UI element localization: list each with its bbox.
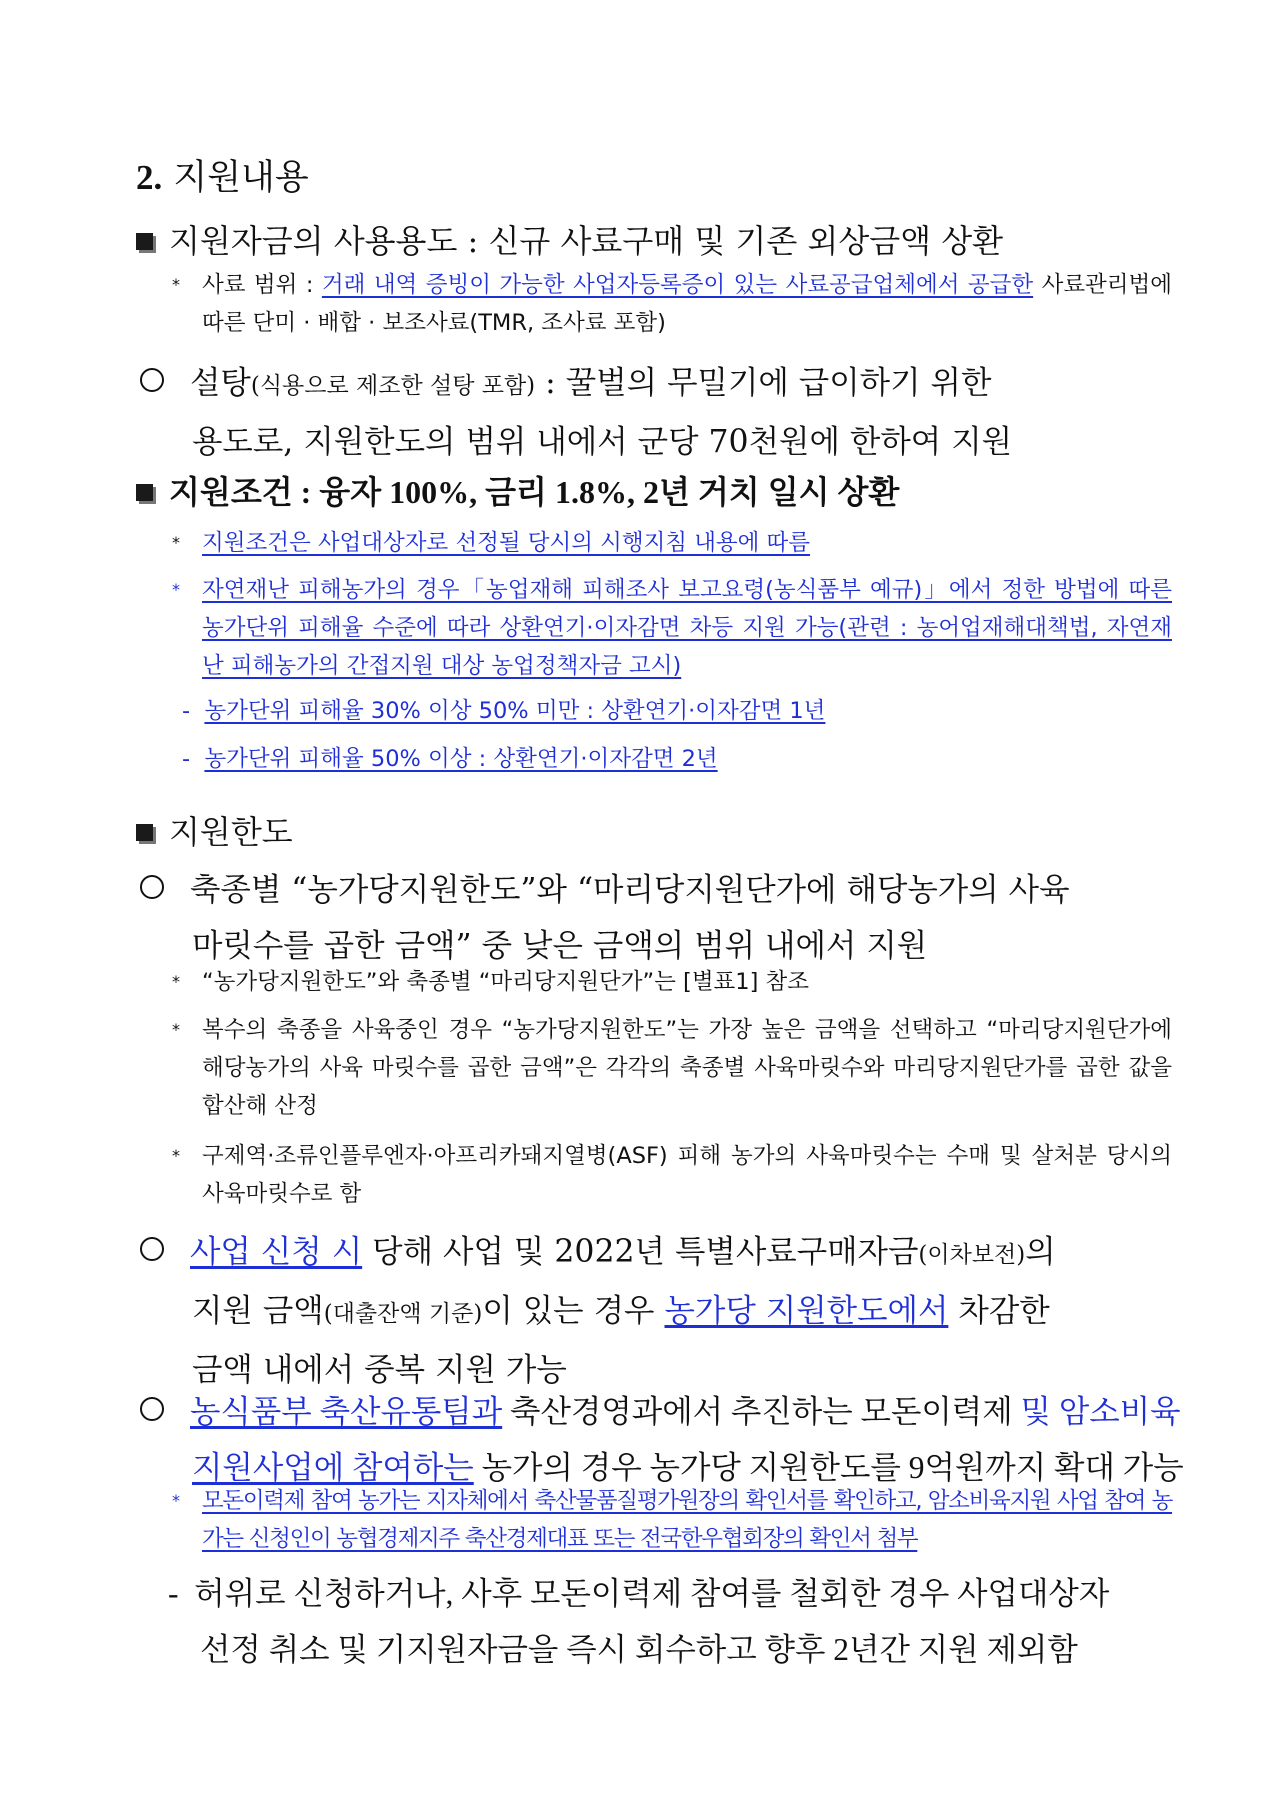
note-suffix: 사료관리법에 따른 단미 · 배합 · 보조사료(TMR, 조사료 포함) <box>202 272 1172 336</box>
circle-bullet-icon <box>140 1397 164 1421</box>
para-duplicate-e: (대출잔액 기준) <box>323 1301 483 1327</box>
dash-mark: - <box>182 698 191 724</box>
para-duplicate <box>140 1224 1056 1398</box>
asterisk-icon: * <box>172 533 180 552</box>
asterisk-icon: * <box>172 275 180 294</box>
dash-item-1 <box>182 693 825 725</box>
heading-limit <box>136 807 293 853</box>
sub-l1: 허위로 신청하거나, 사후 모돈이력제 참여를 철회한 경우 사업대상자 <box>194 1576 1110 1611</box>
para-expansion-a: 축산경영과에서 추진하는 모돈이력제 <box>502 1394 1021 1429</box>
asterisk-icon: * <box>172 1020 180 1039</box>
circle-bullet-icon <box>140 368 164 392</box>
livestock-team-link[interactable]: 농식품부 축산유통팀과 <box>190 1394 503 1429</box>
dash-item-2 <box>182 741 718 773</box>
asterisk-icon: * <box>172 972 180 991</box>
heading-limit-text: 지원한도 <box>169 813 293 851</box>
note-multiple-species-text: 복수의 축종을 사육중인 경우 “농가당지원한도”는 가장 높은 금액을 선택하고 “마리당지원단가에 해당농가의 사육 마릿수를 곱한 금액”은 각각의 축종별 사육마릿수와 마리당지원단가를 곱한 값을 합산해 산정 <box>202 1017 1172 1119</box>
apply-link[interactable]: 사업 신청 시 <box>190 1234 363 1270</box>
para-sugar-a: 설탕 <box>190 365 251 401</box>
disaster-link[interactable]: 자연재난 피해농가의 경우「농업재해 피해조사 보고요령(농식품부 예규)」에서 정한 방법에 따른 농가단위 피해율 수준에 따라 상환연기·이자감면 차등 지원 가능(관련 : 농어업재해대책법, 자연재난 피해농가의 간접지원 대상 농업정책자금 고시) <box>202 577 1172 679</box>
para-sugar-b: (식용으로 제조한 설탕 포함) <box>250 373 536 399</box>
sub-l2: 선정 취소 및 기지원자금을 즉시 회수하고 향후 2년간 지원 제외함 <box>200 1632 1078 1667</box>
dash-mark: - <box>182 746 191 772</box>
para-duplicate-c: 의 <box>1025 1234 1056 1270</box>
participation-link[interactable]: 지원사업에 참여하는 <box>192 1450 474 1485</box>
note-confirmation <box>172 1482 1172 1558</box>
asterisk-icon: * <box>172 1491 179 1510</box>
circle-bullet-icon <box>140 1237 164 1261</box>
para-duplicate-f: 이 있는 경우 <box>482 1293 665 1329</box>
para-duplicate-a: 당해 사업 및 2022년 특별사료구매자금 <box>362 1234 919 1270</box>
sub-false-application <box>168 1566 1109 1678</box>
asterisk-icon: * <box>172 580 180 599</box>
heading-conditions-text: 지원조건 : 융자 100%, 금리 1.8%, 2년 거치 일시 상환 <box>169 474 900 510</box>
para-limit <box>140 862 1070 974</box>
para-duplicate-h: 금액 내에서 중복 지원 가능 <box>192 1352 567 1388</box>
section-title-text: 지원내용 <box>173 158 309 198</box>
confirmation-link[interactable]: 모돈이력제 참여 농가는 지자체에서 축산물품질평가원장의 확인서를 확인하고, 암소비육지원 사업 참여 농가는 신청인이 농협경제지주 축산경제대표 또는 전국한우협회장의 확인서 첨부 <box>202 1488 1172 1552</box>
note-prefix: 사료 범위 : <box>202 272 322 298</box>
dash-mark: - <box>168 1576 179 1611</box>
cow-fattening-link[interactable]: 및 암소비육 <box>1020 1394 1181 1429</box>
para-sugar <box>140 355 1012 470</box>
square-bullet-icon <box>136 484 153 501</box>
para-duplicate-b: (이차보전) <box>918 1242 1026 1268</box>
para-sugar-d: 용도로, 지원한도의 범위 내에서 군당 70천원에 한하여 지원 <box>192 424 1013 460</box>
para-sugar-c: : 꿀벌의 무밀기에 급이하기 위한 <box>535 365 992 401</box>
note-multiple-species <box>172 1011 1172 1125</box>
damage-50-link[interactable]: 농가단위 피해율 50% 이상 : 상환연기·이자감면 2년 <box>204 746 718 772</box>
para-duplicate-d: 지원 금액 <box>192 1293 324 1329</box>
asterisk-icon: * <box>172 1146 180 1165</box>
circle-bullet-icon <box>140 875 164 899</box>
note-disaster <box>172 571 1172 685</box>
note-disease <box>172 1137 1172 1213</box>
heading-conditions <box>136 467 899 513</box>
note-conditions <box>172 524 1172 562</box>
note-appendix-text: “농가당지원한도”와 축종별 “마리당지원단가”는 [별표1] 참조 <box>202 969 810 995</box>
note-appendix <box>172 963 1172 1001</box>
square-bullet-icon <box>136 824 153 841</box>
damage-30-link[interactable]: 농가단위 피해율 30% 이상 50% 미만 : 상환연기·이자감면 1년 <box>204 698 826 724</box>
heading-usage <box>136 216 1003 262</box>
para-limit-l2: 마릿수를 곱한 금액” 중 낮은 금액의 범위 내에서 지원 <box>192 928 928 964</box>
farm-limit-link[interactable]: 농가당 지원한도에서 <box>664 1293 949 1329</box>
para-expansion <box>140 1384 1184 1496</box>
heading-usage-text: 지원자금의 사용용도 : 신규 사료구매 및 기존 외상금액 상환 <box>169 222 1004 260</box>
para-limit-l1: 축종별 “농가당지원한도”와 “마리당지원단가에 해당농가의 사육 <box>190 872 1070 908</box>
conditions-link[interactable]: 지원조건은 사업대상자로 선정될 당시의 시행지침 내용에 따름 <box>202 530 811 556</box>
note-feed-scope <box>172 266 1172 342</box>
square-bullet-icon <box>136 233 153 250</box>
feed-supplier-link[interactable]: 거래 내역 증빙이 가능한 사업자등록증이 있는 사료공급업체에서 공급한 <box>321 272 1034 298</box>
section-number: 2. <box>136 158 163 197</box>
section-title <box>136 150 309 200</box>
para-duplicate-g: 차감한 <box>948 1293 1050 1329</box>
para-expansion-b: 농가의 경우 농가당 지원한도를 9억원까지 확대 가능 <box>473 1450 1184 1485</box>
note-disease-text: 구제역·조류인플루엔자·아프리카돼지열병(ASF) 피해 농가의 사육마릿수는 수매 및 살처분 당시의 사육마릿수로 함 <box>202 1143 1172 1207</box>
